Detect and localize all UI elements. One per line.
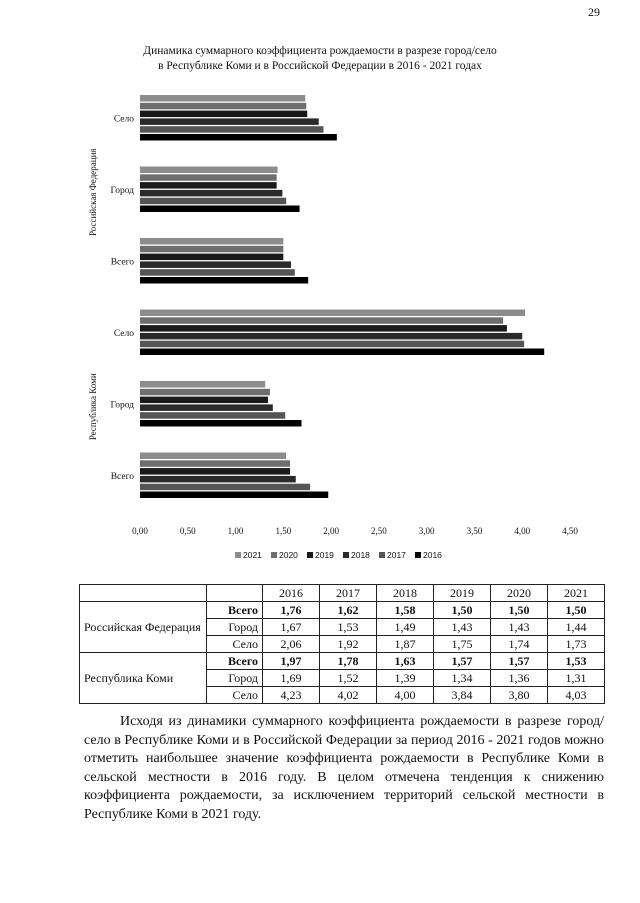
x-tick-label: 3,50: [466, 526, 483, 536]
value-cell: 1,50: [491, 602, 548, 619]
value-cell: 4,00: [377, 687, 434, 704]
chart-title-line-1: Динамика суммарного коэффициента рождаемости в разрезе город/село: [143, 45, 497, 57]
x-tick-label: 3,00: [418, 526, 435, 536]
year-header: 2016: [263, 585, 320, 602]
bar-Российская-Федерация-Всего-2020: [140, 246, 283, 253]
group-name-cell: Республика Коми: [80, 653, 207, 704]
value-cell: 1,62: [320, 602, 377, 619]
body-paragraph: Исходя из динамики суммарного коэффициента рождаемости в разрезе город/село в Республике Коми и в Российской Федерации за период 2016 - 2021 годов можно отметить наибольшее значение коэффициента рождаемости в Республике Коми в сельской местности в 2016 году. В целом отмечена тенденция к снижению коэффициента рождаемости, за исключением территорий сельской местности в Республике Коми в 2021 году.: [84, 714, 604, 822]
x-tick-label: 4,00: [514, 526, 531, 536]
legend-swatch-2018: [343, 552, 349, 558]
bar-Республика-Коми-Город-2016: [140, 420, 301, 427]
x-tick-label: 1,50: [275, 526, 292, 536]
bar-Российская-Федерация-Всего-2016: [140, 277, 308, 284]
year-header: 2018: [377, 585, 434, 602]
legend-swatch-2016: [415, 552, 421, 558]
row-label-cell: Город: [207, 670, 263, 687]
year-header: 2019: [434, 585, 491, 602]
value-cell: 1,92: [320, 636, 377, 653]
value-cell: 4,02: [320, 687, 377, 704]
category-label: Село: [113, 328, 134, 339]
bar-Республика-Коми-Село-2018: [140, 333, 522, 340]
row-label-cell: Город: [207, 619, 263, 636]
bar-Российская-Федерация-Город-2019: [140, 182, 277, 189]
value-cell: 1,74: [491, 636, 548, 653]
value-cell: 3,80: [491, 687, 548, 704]
bar-Республика-Коми-Всего-2016: [140, 492, 328, 499]
year-header: 2021: [548, 585, 605, 602]
legend-label-2021: 2021: [243, 550, 262, 560]
value-cell: 3,84: [434, 687, 491, 704]
bar-Республика-Коми-Село-2019: [140, 325, 507, 332]
group-name-cell: Российская Федерация: [80, 602, 207, 653]
group-label: Республика Коми: [88, 373, 98, 441]
bar-Республика-Коми-Город-2020: [140, 389, 270, 396]
value-cell: 1,53: [320, 619, 377, 636]
bar-Российская-Федерация-Город-2021: [140, 167, 278, 174]
value-cell: 1,97: [263, 653, 320, 670]
value-cell: 1,43: [434, 619, 491, 636]
bar-Российская-Федерация-Всего-2017: [140, 269, 295, 276]
chart-title: [100, 44, 540, 74]
bar-Республика-Коми-Всего-2021: [140, 453, 286, 460]
bar-Республика-Коми-Всего-2018: [140, 476, 296, 483]
bar-Республика-Коми-Город-2018: [140, 404, 273, 411]
row-label-cell: Село: [207, 687, 263, 704]
bar-Российская-Федерация-Село-2018: [140, 118, 319, 125]
value-cell: 1,78: [320, 653, 377, 670]
bar-Республика-Коми-Село-2016: [140, 349, 544, 356]
row-label-cell: Село: [207, 636, 263, 653]
x-tick-label: 4,50: [562, 526, 578, 536]
category-label: Город: [110, 400, 134, 411]
data-table: [79, 584, 605, 704]
bar-Российская-Федерация-Село-2020: [140, 103, 306, 110]
value-cell: 1,39: [377, 670, 434, 687]
row-label-cell: Всего: [207, 653, 263, 670]
category-label: Всего: [110, 257, 134, 268]
bar-Республика-Коми-Всего-2020: [140, 460, 290, 467]
value-cell: 1,69: [263, 670, 320, 687]
bar-Российская-Федерация-Всего-2018: [140, 261, 291, 268]
bar-Российская-Федерация-Всего-2019: [140, 254, 283, 261]
header-empty-cell: [207, 585, 263, 602]
legend-label-2016: 2016: [423, 550, 442, 560]
legend-label-2019: 2019: [315, 550, 334, 560]
category-label: Всего: [110, 471, 134, 482]
bar-Республика-Коми-Всего-2017: [140, 484, 310, 491]
table-row: [80, 602, 605, 619]
bar-Республика-Коми-Город-2019: [140, 397, 268, 404]
value-cell: 1,52: [320, 670, 377, 687]
value-cell: 1,36: [491, 670, 548, 687]
value-cell: 1,67: [263, 619, 320, 636]
chart-title-line-2: в Республике Коми и в Российской Федерации в 2016 - 2021 годах: [158, 60, 482, 72]
category-label: Село: [113, 114, 134, 125]
bar-chart: [80, 85, 578, 565]
bar-Республика-Коми-Село-2017: [140, 341, 524, 348]
x-tick-label: 0,50: [179, 526, 196, 536]
bar-Российская-Федерация-Город-2016: [140, 206, 300, 213]
group-label: Российская Федерация: [88, 148, 98, 237]
value-cell: 1,43: [491, 619, 548, 636]
legend-label-2020: 2020: [279, 550, 298, 560]
value-cell: 2,06: [263, 636, 320, 653]
value-cell: 1,57: [491, 653, 548, 670]
legend-swatch-2021: [235, 552, 241, 558]
legend-swatch-2017: [379, 552, 385, 558]
bar-Российская-Федерация-Село-2017: [140, 126, 323, 133]
bar-Республика-Коми-Город-2017: [140, 412, 285, 419]
bar-Российская-Федерация-Город-2017: [140, 198, 286, 205]
x-tick-label: 2,00: [323, 526, 339, 536]
bar-Российская-Федерация-Село-2021: [140, 95, 305, 102]
bar-Республика-Коми-Село-2021: [140, 310, 525, 317]
value-cell: 1,57: [434, 653, 491, 670]
row-label-cell: Всего: [207, 602, 263, 619]
bar-Российская-Федерация-Всего-2021: [140, 238, 283, 245]
value-cell: 1,53: [548, 653, 605, 670]
bar-Республика-Коми-Город-2021: [140, 381, 265, 388]
legend-label-2018: 2018: [351, 550, 370, 560]
value-cell: 1,34: [434, 670, 491, 687]
bar-Российская-Федерация-Город-2018: [140, 190, 282, 197]
value-cell: 1,50: [548, 602, 605, 619]
page-number: 29: [588, 5, 600, 19]
value-cell: 4,03: [548, 687, 605, 704]
bar-Российская-Федерация-Город-2020: [140, 174, 277, 181]
bar-Российская-Федерация-Село-2016: [140, 134, 337, 141]
value-cell: 1,87: [377, 636, 434, 653]
value-cell: 1,44: [548, 619, 605, 636]
bar-Республика-Коми-Всего-2019: [140, 468, 290, 475]
x-tick-label: 2,50: [371, 526, 387, 536]
year-header: 2020: [491, 585, 548, 602]
year-header: 2017: [320, 585, 377, 602]
value-cell: 4,23: [263, 687, 320, 704]
table-header-row: [80, 585, 605, 602]
value-cell: 1,50: [434, 602, 491, 619]
bar-Российская-Федерация-Село-2019: [140, 111, 307, 118]
value-cell: 1,58: [377, 602, 434, 619]
legend-label-2017: 2017: [387, 550, 406, 560]
value-cell: 1,75: [434, 636, 491, 653]
legend-swatch-2019: [307, 552, 313, 558]
category-label: Город: [110, 185, 134, 196]
value-cell: 1,49: [377, 619, 434, 636]
table-row: [80, 653, 605, 670]
header-empty-cell: [80, 585, 207, 602]
value-cell: 1,76: [263, 602, 320, 619]
value-cell: 1,73: [548, 636, 605, 653]
bar-Республика-Коми-Село-2020: [140, 317, 503, 324]
x-tick-label: 1,00: [227, 526, 244, 536]
value-cell: 1,63: [377, 653, 434, 670]
x-tick-label: 0,00: [132, 526, 148, 536]
value-cell: 1,31: [548, 670, 605, 687]
legend-swatch-2020: [271, 552, 277, 558]
